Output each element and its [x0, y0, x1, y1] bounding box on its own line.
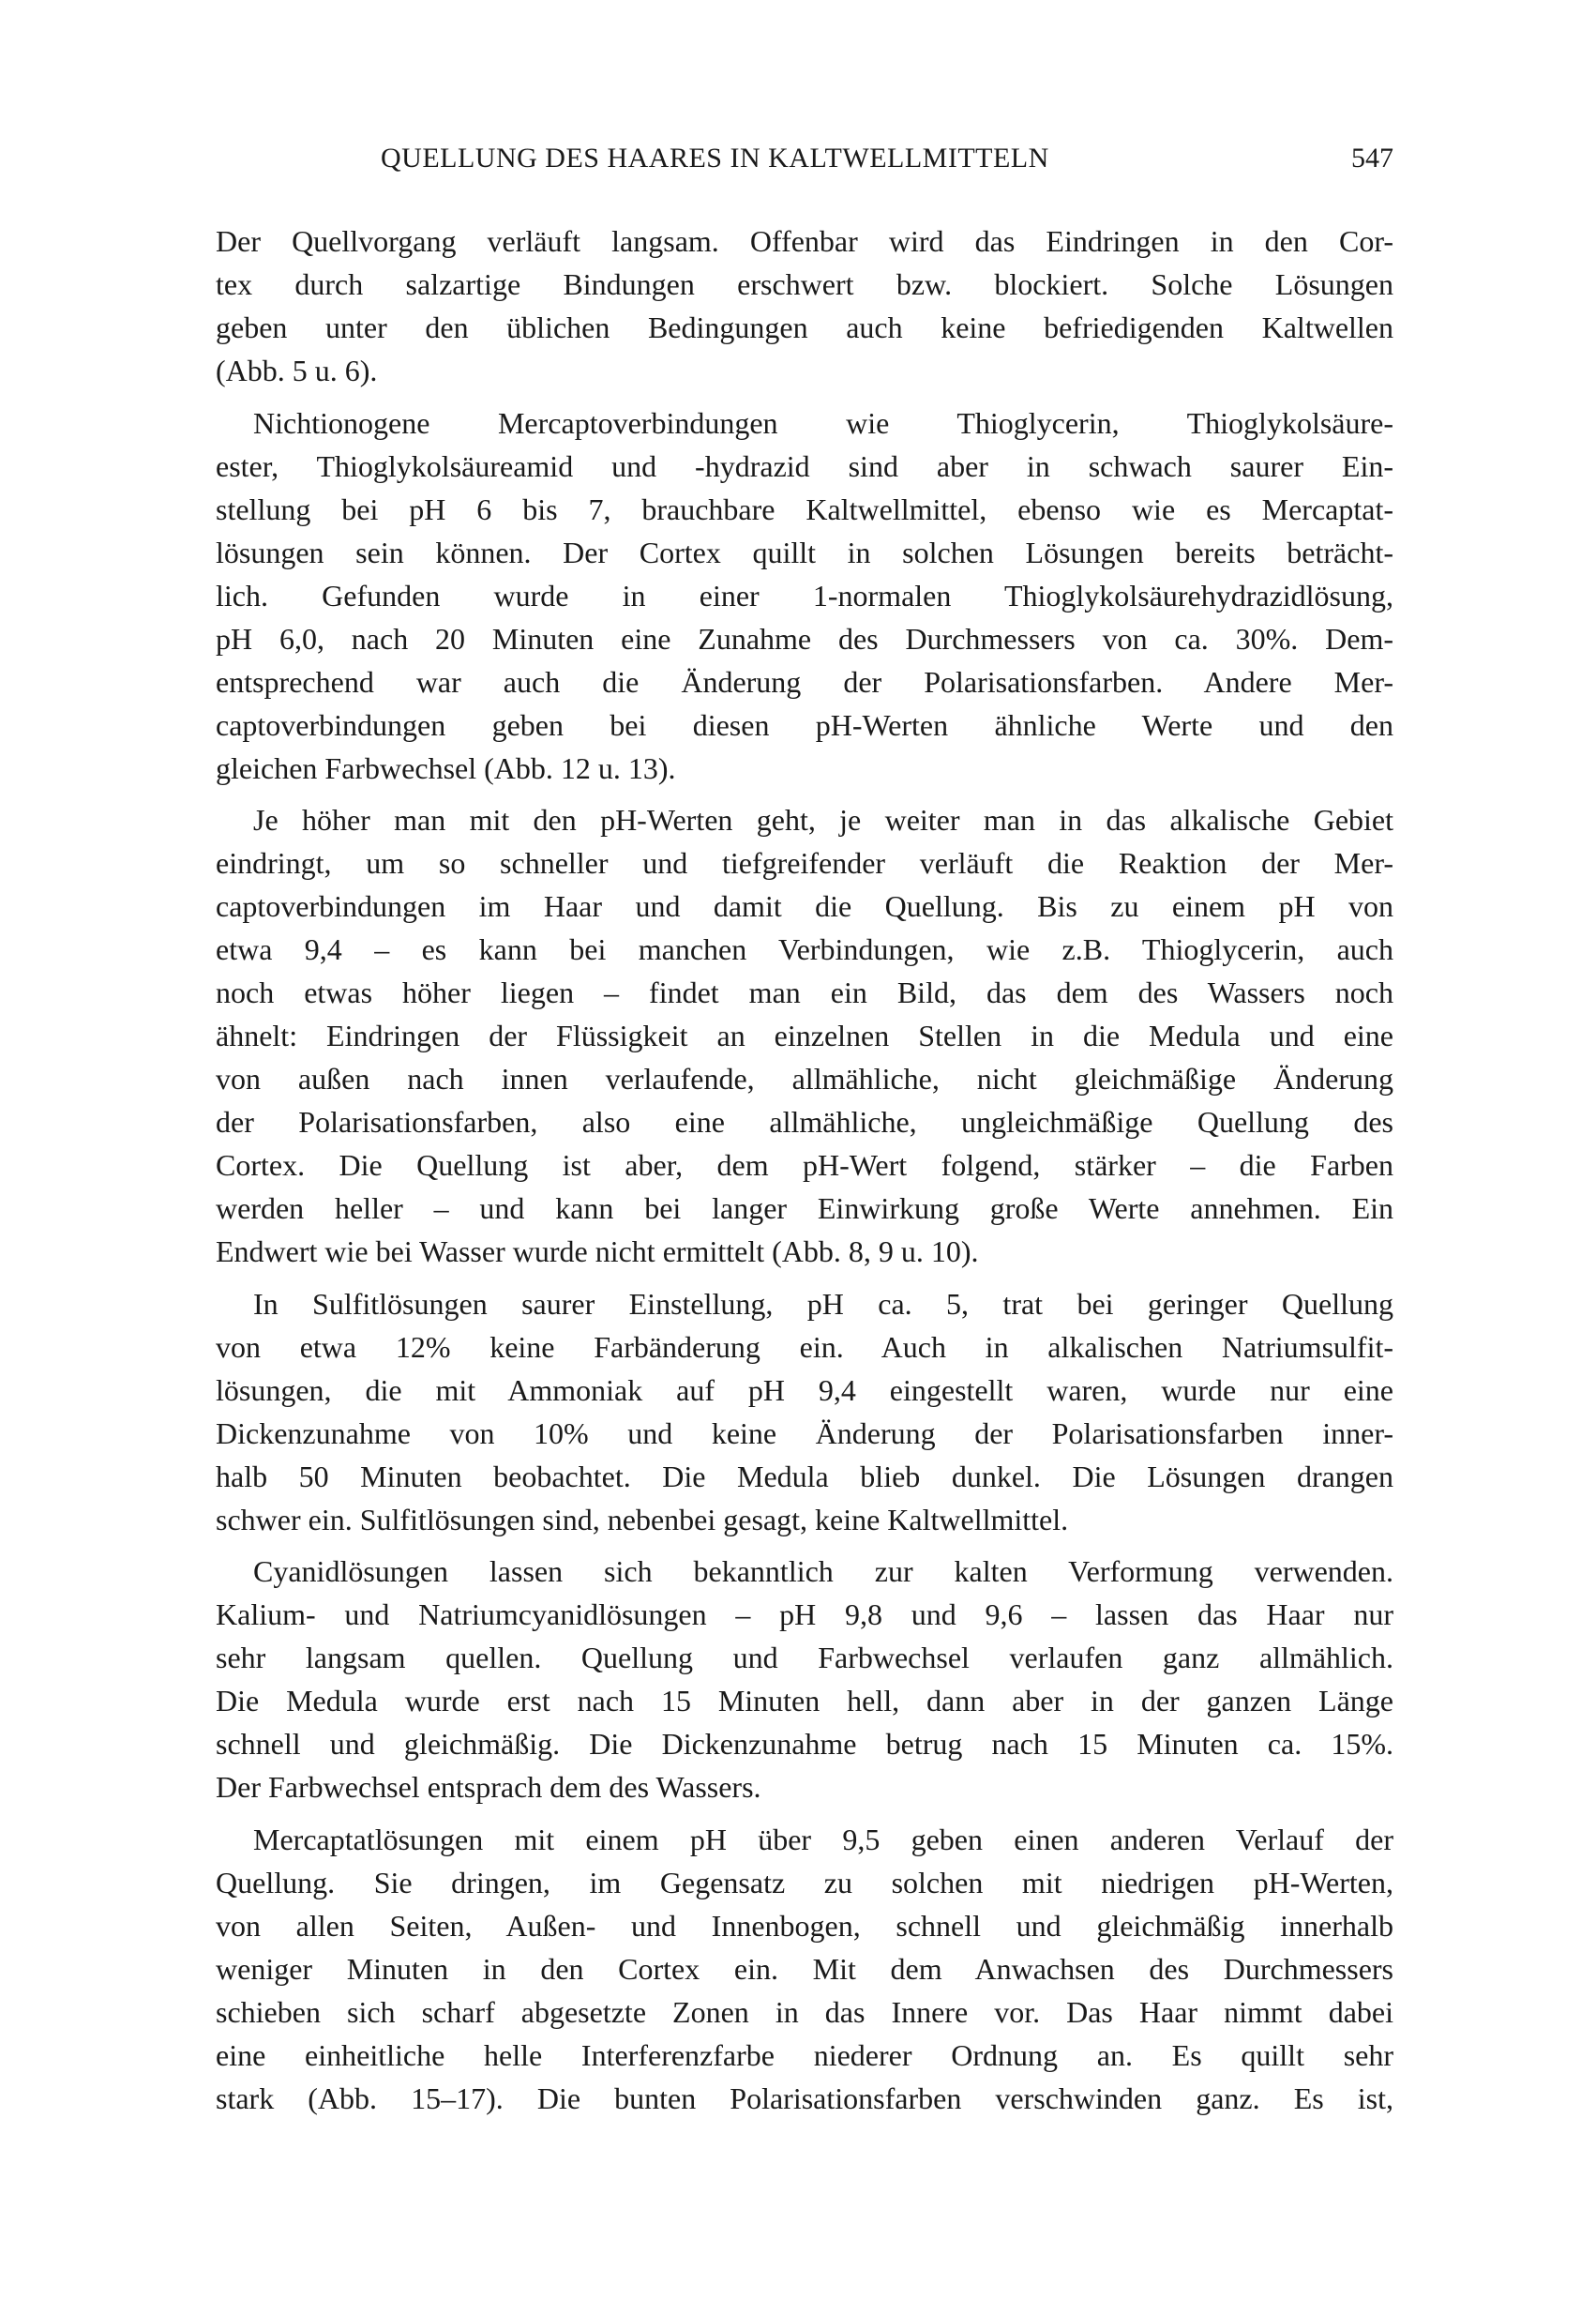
text-line: tex durch salzartige Bindungen erschwert bzw. blockiert. Solche Lösungen	[216, 267, 1393, 301]
text-line: Mercaptatlösungen mit einem pH über 9,5 geben einen anderen Verlauf der	[253, 1822, 1393, 1856]
paragraph	[216, 219, 1393, 392]
paragraph	[216, 1818, 1393, 2120]
text-line: pH 6,0, nach 20 Minuten eine Zunahme des Durchmessers von ca. 30%. Dem-	[216, 621, 1393, 656]
text-line: schnell und gleichmäßig. Die Dickenzunahme betrug nach 15 Minuten ca. 15%.	[216, 1727, 1393, 1761]
text-line: werden heller – und kann bei langer Einwirkung große Werte annehmen. Ein	[216, 1191, 1393, 1225]
text-line: sehr langsam quellen. Quellung und Farbwechsel verlaufen ganz allmählich.	[216, 1641, 1393, 1674]
text-line: gleichen Farbwechsel (Abb. 12 u. 13).	[216, 750, 676, 785]
text-line: Cortex. Die Quellung ist aber, dem pH-Wert folgend, stärker – die Farben	[216, 1148, 1393, 1182]
text-line: halb 50 Minuten beobachtet. Die Medula blieb dunkel. Die Lösungen drangen	[216, 1459, 1393, 1493]
text-line: Dickenzunahme von 10% und keine Änderung der Polarisationsfarben inner-	[216, 1415, 1393, 1450]
text-line: lösungen sein können. Der Cortex quillt in solchen Lösungen bereits beträcht-	[216, 535, 1393, 569]
paragraph	[216, 1550, 1393, 1808]
text-line: eindringt, um so schneller und tiefgreifender verläuft die Reaktion der Mer-	[216, 846, 1393, 880]
text-line: stellung bei pH 6 bis 7, brauchbare Kaltwellmittel, ebenso wie es Mercaptat-	[216, 492, 1393, 526]
text-line: geben unter den üblichen Bedingungen auch keine befriedigenden Kaltwellen	[216, 310, 1393, 344]
text-line: (Abb. 5 u. 6).	[216, 354, 378, 387]
text-line: noch etwas höher liegen – findet man ein Bild, das dem des Wassers noch	[216, 976, 1393, 1009]
text-line: von allen Seiten, Außen- und Innenbogen, schnell und gleichmäßig innerhalb	[216, 1908, 1393, 1943]
text-line: Je höher man mit den pH-Werten geht, je weiter man in das alkalische Gebiet	[253, 803, 1393, 837]
text-line: weniger Minuten in den Cortex ein. Mit dem Anwachsen des Durchmessers	[216, 1951, 1393, 1986]
paragraph	[216, 798, 1393, 1273]
text-line: Cyanidlösungen lassen sich bekanntlich zur kalten Verformung verwenden.	[253, 1554, 1393, 1588]
text-line: eine einheitliche helle Interferenzfarbe niederer Ordnung an. Es quillt sehr	[216, 2037, 1393, 2072]
text-line: stark (Abb. 15–17). Die bunten Polarisationsfarben verschwinden ganz. Es ist,	[216, 2081, 1393, 2115]
text-line: von etwa 12% keine Farbänderung ein. Auch in alkalischen Natriumsulfit-	[216, 1329, 1393, 1364]
text-line: Quellung. Sie dringen, im Gegensatz zu solchen mit niedrigen pH-Werten,	[216, 1865, 1393, 1899]
text-line: Endwert wie bei Wasser wurde nicht ermittelt (Abb. 8, 9 u. 10).	[216, 1234, 979, 1268]
text-line: captoverbindungen geben bei diesen pH-Werten ähnliche Werte und den	[216, 707, 1393, 742]
text-line: etwa 9,4 – es kann bei manchen Verbindungen, wie z.B. Thioglycerin, auch	[216, 932, 1393, 966]
text-line: lich. Gefunden wurde in einer 1-normalen Thioglykolsäurehydrazidlösung,	[216, 578, 1393, 613]
text-line: Der Farbwechsel entsprach dem des Wassers.	[216, 1770, 761, 1804]
text-line: Nichtionogene Mercaptoverbindungen wie Thioglycerin, Thioglykolsäure-	[253, 405, 1393, 440]
text-line: von außen nach innen verlaufende, allmähliche, nicht gleichmäßige Änderung	[216, 1062, 1393, 1096]
text-line: ester, Thioglykolsäureamid und -hydrazid sind aber in schwach saurer Ein-	[216, 448, 1393, 483]
text-line: lösungen, die mit Ammoniak auf pH 9,4 eingestellt waren, wurde nur eine	[216, 1372, 1393, 1407]
body-text	[216, 219, 1393, 2128]
text-line: Der Quellvorgang verläuft langsam. Offenbar wird das Eindringen in den Cor-	[216, 224, 1393, 258]
paragraph	[216, 401, 1393, 790]
text-line: schwer ein. Sulfitlösungen sind, nebenbei gesagt, keine Kaltwellmittel.	[216, 1502, 1069, 1536]
text-line: In Sulfitlösungen saurer Einstellung, pH ca. 5, trat bei geringer Quellung	[253, 1286, 1393, 1321]
text-line: entsprechend war auch die Änderung der Polarisationsfarben. Andere Mer-	[216, 664, 1393, 699]
text-line: der Polarisationsfarben, also eine allmähliche, ungleichmäßige Quellung des	[216, 1105, 1393, 1139]
text-line: ähnelt: Eindringen der Flüssigkeit an einzelnen Stellen in die Medula und eine	[216, 1019, 1393, 1052]
text-line: Kalium- und Natriumcyanidlösungen – pH 9,8 und 9,6 – lassen das Haar nur	[216, 1597, 1393, 1631]
running-title: QUELLUNG DES HAARES IN KALTWELLMITTELN	[381, 143, 1049, 174]
text-line: captoverbindungen im Haar und damit die Quellung. Bis zu einem pH von	[216, 889, 1393, 923]
text-line: Die Medula wurde erst nach 15 Minuten hell, dann aber in der ganzen Länge	[216, 1684, 1393, 1717]
text-line: schieben sich scharf abgesetzte Zonen in das Innere vor. Das Haar nimmt dabei	[216, 1994, 1393, 2029]
paragraph	[216, 1282, 1393, 1541]
page-number: 547	[1351, 143, 1393, 174]
running-header	[216, 137, 1393, 180]
